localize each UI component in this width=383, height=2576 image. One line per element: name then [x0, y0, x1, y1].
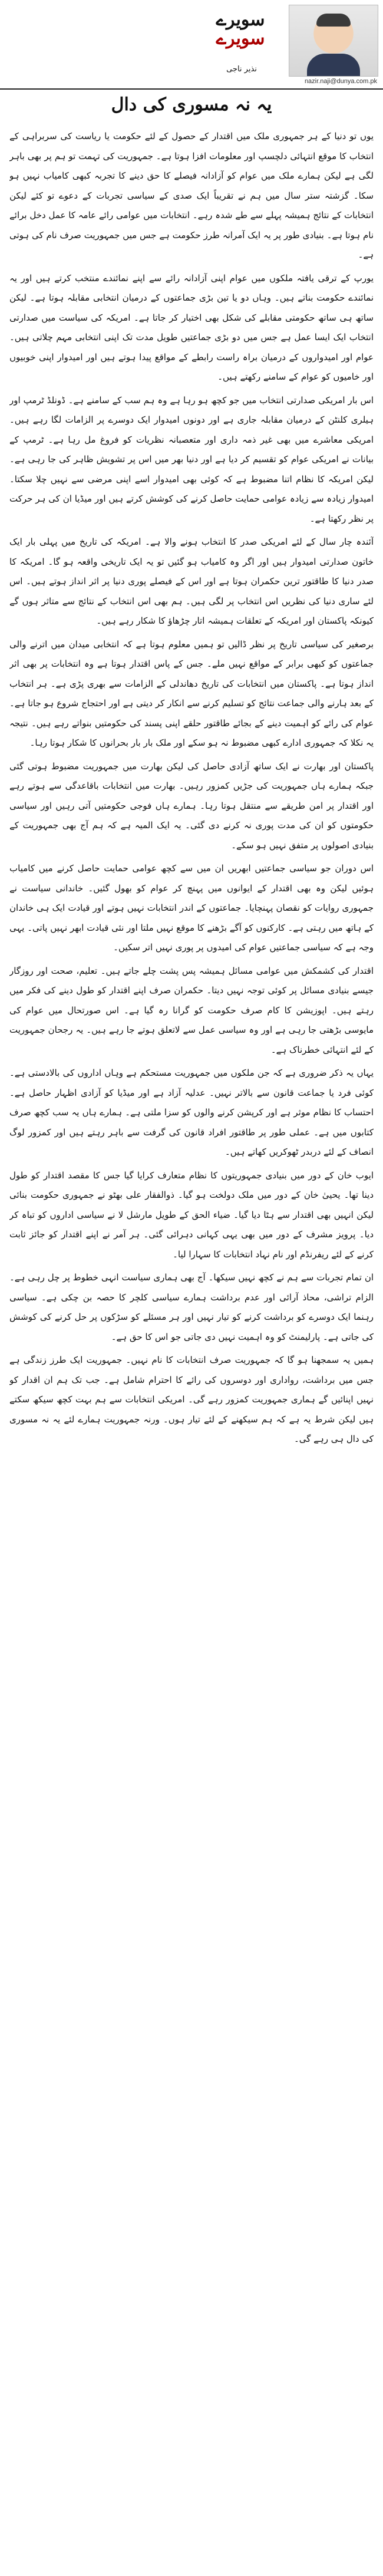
column-masthead — [199, 11, 282, 48]
author-photo — [289, 5, 378, 77]
article-paragraph: یورپ کے ترقی یافتہ ملکوں میں عوام اپنی آزادانہ رائے سے اپنے نمائندے منتخب کرتے ہیں اور یہ نمائندے حکومت بناتے ہیں۔ وہاں دو یا تین بڑی جماعتوں کے درمیان انتخابی مقابلہ ہوتا ہے۔ لیکن ساتھ ہی ساتھ حکومتی مقابلے کی شکل بھی اختیار کر جاتا ہے۔ امریکہ کی سیاست میں صدارتی انتخاب ایک ایسا عمل ہے جس میں دو بڑی جماعتیں طویل مدت تک اپنی انتخابی مہم چلاتی ہیں۔ عوام اور امیدواروں کے درمیان براہ راست رابطے کے مواقع پیدا ہوتے ہیں اور امیدوار اپنی خوبیوں اور خامیوں کو عوام کے سامنے رکھتے ہیں۔ — [9, 272, 374, 382]
article-paragraph: اقتدار کی کشمکش میں عوامی مسائل ہمیشہ پس پشت چلے جاتے ہیں۔ تعلیم، صحت اور روزگار جیسے بنیادی مسائل پر کوئی توجہ نہیں دیتا۔ حکمران صرف اپنے اقتدار کو طول دینے کی فکر میں رہتے ہیں۔ اپوزیشن کا کام صرف حکومت کو گرانا رہ گیا ہے۔ اس صورتحال میں عوام کی مایوسی بڑھتی جا رہی ہے اور وہ سیاسی عمل سے لاتعلق ہوتے جا رہے ہیں۔ یہ رجحان جمہوریت کے لئے انتہائی خطرناک ہے۔ — [9, 965, 374, 1055]
author-photo-shirt — [307, 54, 360, 76]
article-paragraph: ہمیں یہ سمجھنا ہو گا کہ جمہوریت صرف انتخابات کا نام نہیں۔ جمہوریت ایک طرز زندگی ہے جس میں برداشت، رواداری اور دوسروں کی رائے کا احترام شامل ہے۔ جب تک ہم ان اقدار کو نہیں اپنائیں گے ہماری جمہوریت کمزور رہے گی۔ امریکی انتخابات سے ہم بہت کچھ سیکھ سکتے ہیں لیکن شرط یہ ہے کہ ہم سیکھنے کے لئے تیار ہوں۔ ورنہ جمہوریت ہمارے لئے یہ نہ مسوری کی دال ہی رہے گی۔ — [9, 1355, 374, 1444]
article-paragraph: پاکستان اور بھارت نے ایک ساتھ آزادی حاصل کی لیکن بھارت میں جمہوریت مضبوط ہوتی گئی جبکہ ہمارے ہاں جمہوریت کی جڑیں کمزور رہیں۔ بھارت میں انتخابات باقاعدگی سے ہوتے رہے اور اقتدار پر امن طریقے سے منتقل ہوتا رہا۔ ہمارے ہاں فوجی حکومتیں آتی رہیں اور سیاسی حکومتوں کو ان کی مدت پوری نہ کرنے دی گئی۔ یہ ایک المیہ ہے کہ ہم آج بھی جمہوریت کے بنیادی اصولوں پر متفق نہیں ہو سکے۔ — [9, 760, 374, 851]
masthead-line-1: سویرے — [216, 9, 265, 30]
article-paragraph: آئندہ چار سال کے لئے امریکی صدر کا انتخاب ہونے والا ہے۔ امریکہ کی تاریخ میں پہلی بار ایک خاتون صدارتی امیدوار ہیں اور اگر وہ کامیاب ہو گئیں تو یہ ایک تاریخی واقعہ ہو گا۔ امریکہ کا صدر دنیا کا طاقتور ترین حکمران ہوتا ہے اور اس کے فیصلے پوری دنیا پر اثر انداز ہوتے ہیں۔ اس لئے ساری دنیا کی نظریں اس انتخاب پر لگی ہیں۔ ہم بھی اس انتخاب کے نتائج سے متاثر ہوں گے کیونکہ پاکستان اور امریکہ کے تعلقات ہمیشہ اتار چڑھاؤ کا شکار رہے ہیں۔ — [9, 536, 374, 626]
article-paragraph: یہاں یہ ذکر ضروری ہے کہ جن ملکوں میں جمہوریت مستحکم ہے وہاں اداروں کی بالادستی ہے۔ کوئی فرد یا جماعت قانون سے بالاتر نہیں۔ عدلیہ آزاد ہے اور میڈیا کو آزادی اظہار حاصل ہے۔ احتساب کا نظام موثر ہے اور کرپشن کرنے والوں کو سزا ملتی ہے۔ ہمارے ہاں یہ سب کچھ صرف کتابوں میں ہے۔ عملی طور پر طاقتور افراد قانون کی گرفت سے باہر رہتے ہیں اور کمزور لوگ انصاف کے لئے دربدر ٹھوکریں کھاتے ہیں۔ — [9, 1068, 374, 1157]
article-paragraph: ایوب خان کے دور میں بنیادی جمہوریتوں کا نظام متعارف کرایا گیا جس کا مقصد اقتدار کو طول دینا تھا۔ یحییٰ خان کے دور میں ملک دولخت ہو گیا۔ ذوالفقار علی بھٹو نے جمہوری حکومت بنائی لیکن انہیں بھی اقتدار سے ہٹا دیا گیا۔ ضیاء الحق کے طویل مارشل لا نے سیاسی اداروں کو تباہ کر دیا۔ پرویز مشرف کے دور میں بھی یہی کہانی دہرائی گئی۔ ہر آمر نے اپنے اقتدار کو جائز ثابت کرنے کے لئے ریفرنڈم اور نام نہاد انتخابات کا سہارا لیا۔ — [9, 1170, 374, 1260]
article-paragraph: اس دوران جو سیاسی جماعتیں ابھریں ان میں سے کچھ عوامی حمایت حاصل کرنے میں کامیاب ہوئیں لیکن وہ بھی اقتدار کے ایوانوں میں پہنچ کر عوام کو بھول گئیں۔ خاندانی سیاست نے جمہوری روایات کو نقصان پہنچایا۔ جماعتوں کے اندر انتخابات نہیں ہوتے اور قیادت ایک ہی خاندان کے ہاتھ میں رہتی ہے۔ کارکنوں کو آگے بڑھنے کا موقع نہیں ملتا اور نئی قیادت ابھر نہیں پاتی۔ یہی وجہ ہے کہ سیاسی جماعتیں عوام کی امیدوں پر پوری نہیں اتر سکیں۔ — [9, 863, 374, 953]
article-paragraph: برصغیر کی سیاسی تاریخ پر نظر ڈالیں تو ہمیں معلوم ہوتا ہے کہ انتخابی میدان میں اترنے والی جماعتوں کو کبھی برابر کے مواقع نہیں ملے۔ جس کے پاس اقتدار ہوتا ہے وہ انتخابات پر بھی اثر انداز ہوتا ہے۔ پاکستان میں انتخابات کی تاریخ دھاندلی کے الزامات سے بھری پڑی ہے۔ ہر انتخاب کے بعد ہارنے والی جماعت نتائج کو تسلیم کرنے سے انکار کر دیتی ہے اور احتجاج شروع ہو جاتا ہے۔ عوام کی رائے کو اہمیت دینے کے بجائے طاقتور حلقے اپنی پسند کی حکومتیں بنواتے رہے ہیں۔ نتیجہ یہ نکلا کہ جمہوری ادارے کبھی مضبوط نہ ہو سکے اور ملک بار بار بحرانوں کا شکار ہوتا رہا۔ — [9, 638, 374, 748]
article-body — [9, 127, 374, 2567]
article-paragraph: اس بار امریکی صدارتی انتخاب میں جو کچھ ہو رہا ہے وہ ہم سب کے سامنے ہے۔ ڈونلڈ ٹرمپ اور ہیلری کلنٹن کے درمیان مقابلہ جاری ہے اور دونوں امیدوار ایک دوسرے پر الزامات لگا رہے ہیں۔ امریکی معاشرے میں بھی غیر ذمہ داری اور متعصبانہ نظریات کو فروغ مل رہا ہے۔ ٹرمپ کے بیانات نے امریکی عوام کو تقسیم کر دیا ہے اور دنیا بھر میں اس پر تشویش ظاہر کی جا رہی ہے۔ لیکن امریکہ کا نظام اتنا مضبوط ہے کہ کوئی بھی امیدوار اسے اپنی مرضی سے نہیں چلا سکتا۔ امیدوار زیادہ سے زیادہ عوامی حمایت حاصل کرنے کی کوشش کرتے ہیں اور میڈیا ان کی ہر حرکت پر نظر رکھتا ہے۔ — [9, 394, 374, 524]
article-title: یہ نہ مسوری کی دال — [111, 94, 272, 115]
masthead-line-2: سویرے — [216, 28, 265, 49]
article-paragraph: یوں تو دنیا کے ہر جمہوری ملک میں اقتدار کے حصول کے لئے حکومت یا ریاست کی سربراہی کے انتخاب کا موقع انتہائی دلچسپ اور معلومات افزا ہوتا ہے۔ جمہوریت کی تہمت تو ہم پر بھی باہر لگی ہے لیکن ہمارے ملک میں عوام کو آزادانہ فیصلے کا حق دینے کا تجربہ کبھی کامیاب نہیں ہو سکا۔ گزشتہ ستر سال میں ہم نے تقریباً ایک صدی کے سیاسی تجربات کے دعوے تو کئے لیکن انتخابات کے نتائج ہمیشہ پہلے سے طے شدہ رہے۔ انتخابات میں عوامی رائے عامہ کا عمل دخل برائے نام ہوتا ہے۔ بنیادی طور پر یہ ایک آمرانہ طرز حکومت ہے جس میں جمہوریت صرف نام کی ہوتی ہے۔ — [9, 131, 374, 260]
article-paragraph: ان تمام تجربات سے ہم نے کچھ نہیں سیکھا۔ آج بھی ہماری سیاست انہی خطوط پر چل رہی ہے۔ الزام تراشی، محاذ آرائی اور عدم برداشت ہمارے سیاسی کلچر کا حصہ بن چکی ہے۔ سیاسی رہنما ایک دوسرے کو برداشت کرنے کو تیار نہیں اور ہر مسئلے کو سڑکوں پر حل کرنے کی کوشش کی جاتی ہے۔ پارلیمنٹ کو وہ اہمیت نہیں دی جاتی جو اس کا حق ہے۔ — [9, 1272, 374, 1342]
column-header — [0, 0, 383, 90]
author-email[interactable]: nazir.naji@dunya.com.pk — [304, 78, 377, 85]
author-photo-hair — [316, 14, 351, 27]
author-name: نذیر ناجی — [226, 65, 257, 74]
